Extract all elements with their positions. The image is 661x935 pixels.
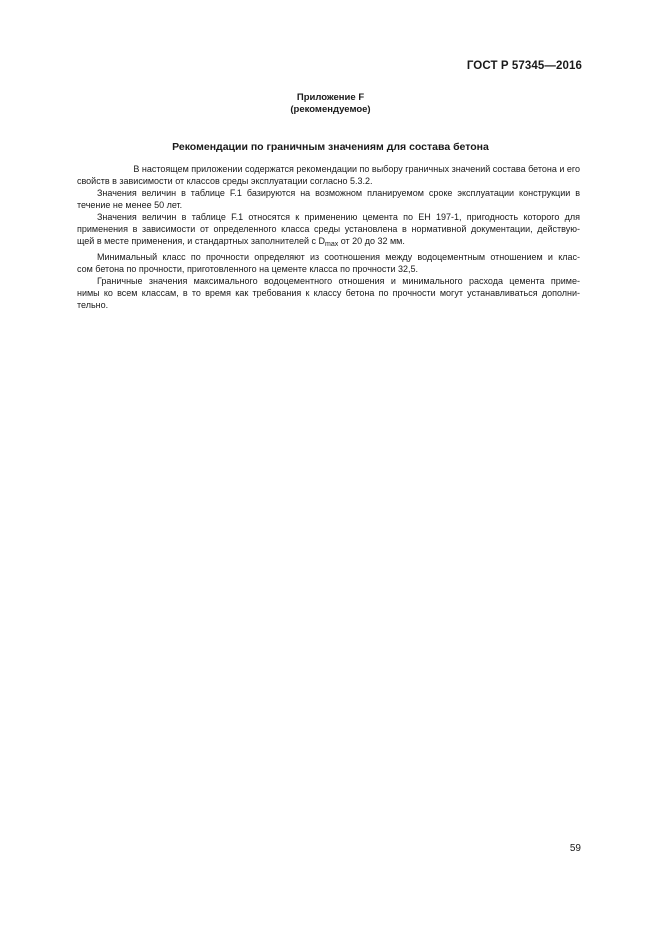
paragraph-line bbox=[77, 235, 580, 251]
paragraph-line-part: от 20 до 32 мм. bbox=[338, 236, 405, 246]
paragraph-line: нимы ко всем классам, в то время как требования к классу бетона по прочности могут устанавливаться дополни- bbox=[77, 288, 580, 298]
paragraph-line: Минимальный класс по прочности определяют из соотношения между водоцементным отношением и клас- bbox=[97, 252, 580, 262]
paragraph-3 bbox=[77, 211, 580, 251]
paragraph-line: сом бетона по прочности, приготовленного на цементе класса по прочности 32,5. bbox=[77, 264, 419, 274]
appendix-title: Рекомендации по граничным значениям для состава бетона bbox=[172, 141, 489, 153]
paragraph-2 bbox=[77, 187, 580, 211]
paragraph-line: свойств в зависимости от классов среды эксплуатации согласно 5.3.2. bbox=[77, 176, 373, 186]
document-code: ГОСТ Р 57345—2016 bbox=[466, 60, 582, 72]
appendix-label: Приложение F bbox=[296, 92, 365, 103]
paragraph-line: Значения величин в таблице F.1 относятся к применению цемента по ЕН 197-1, пригодность которого для bbox=[97, 212, 580, 222]
paragraph-line: Значения величин в таблице F.1 базируются на возможном планируемом сроке эксплуатации конструкции в bbox=[97, 188, 580, 198]
appendix-heading bbox=[0, 92, 661, 116]
paragraph-4 bbox=[77, 251, 580, 275]
paragraph-line: Граничные значения максимального водоцементного отношения и минимального расхода цемента приме- bbox=[97, 276, 580, 286]
appendix-status: (рекомендуемое) bbox=[290, 104, 371, 115]
paragraph-5 bbox=[77, 275, 580, 311]
page-number: 59 bbox=[569, 843, 581, 854]
d-max-subscript: max bbox=[325, 241, 339, 248]
paragraph-line: В настоящем приложении содержатся рекомендации по выбору граничных значений состава бетона и его bbox=[133, 164, 580, 174]
paragraph-line: тельно. bbox=[77, 300, 109, 310]
paragraph-line: применения в зависимости от определенного класса среды установлена в нормативной документации, действую- bbox=[77, 224, 580, 234]
body-text bbox=[77, 163, 580, 311]
paragraph-1 bbox=[77, 163, 580, 187]
paragraph-line-part: щей в месте применения, и стандартных заполнителей с D bbox=[77, 236, 326, 246]
paragraph-line: течение не менее 50 лет. bbox=[77, 200, 183, 210]
